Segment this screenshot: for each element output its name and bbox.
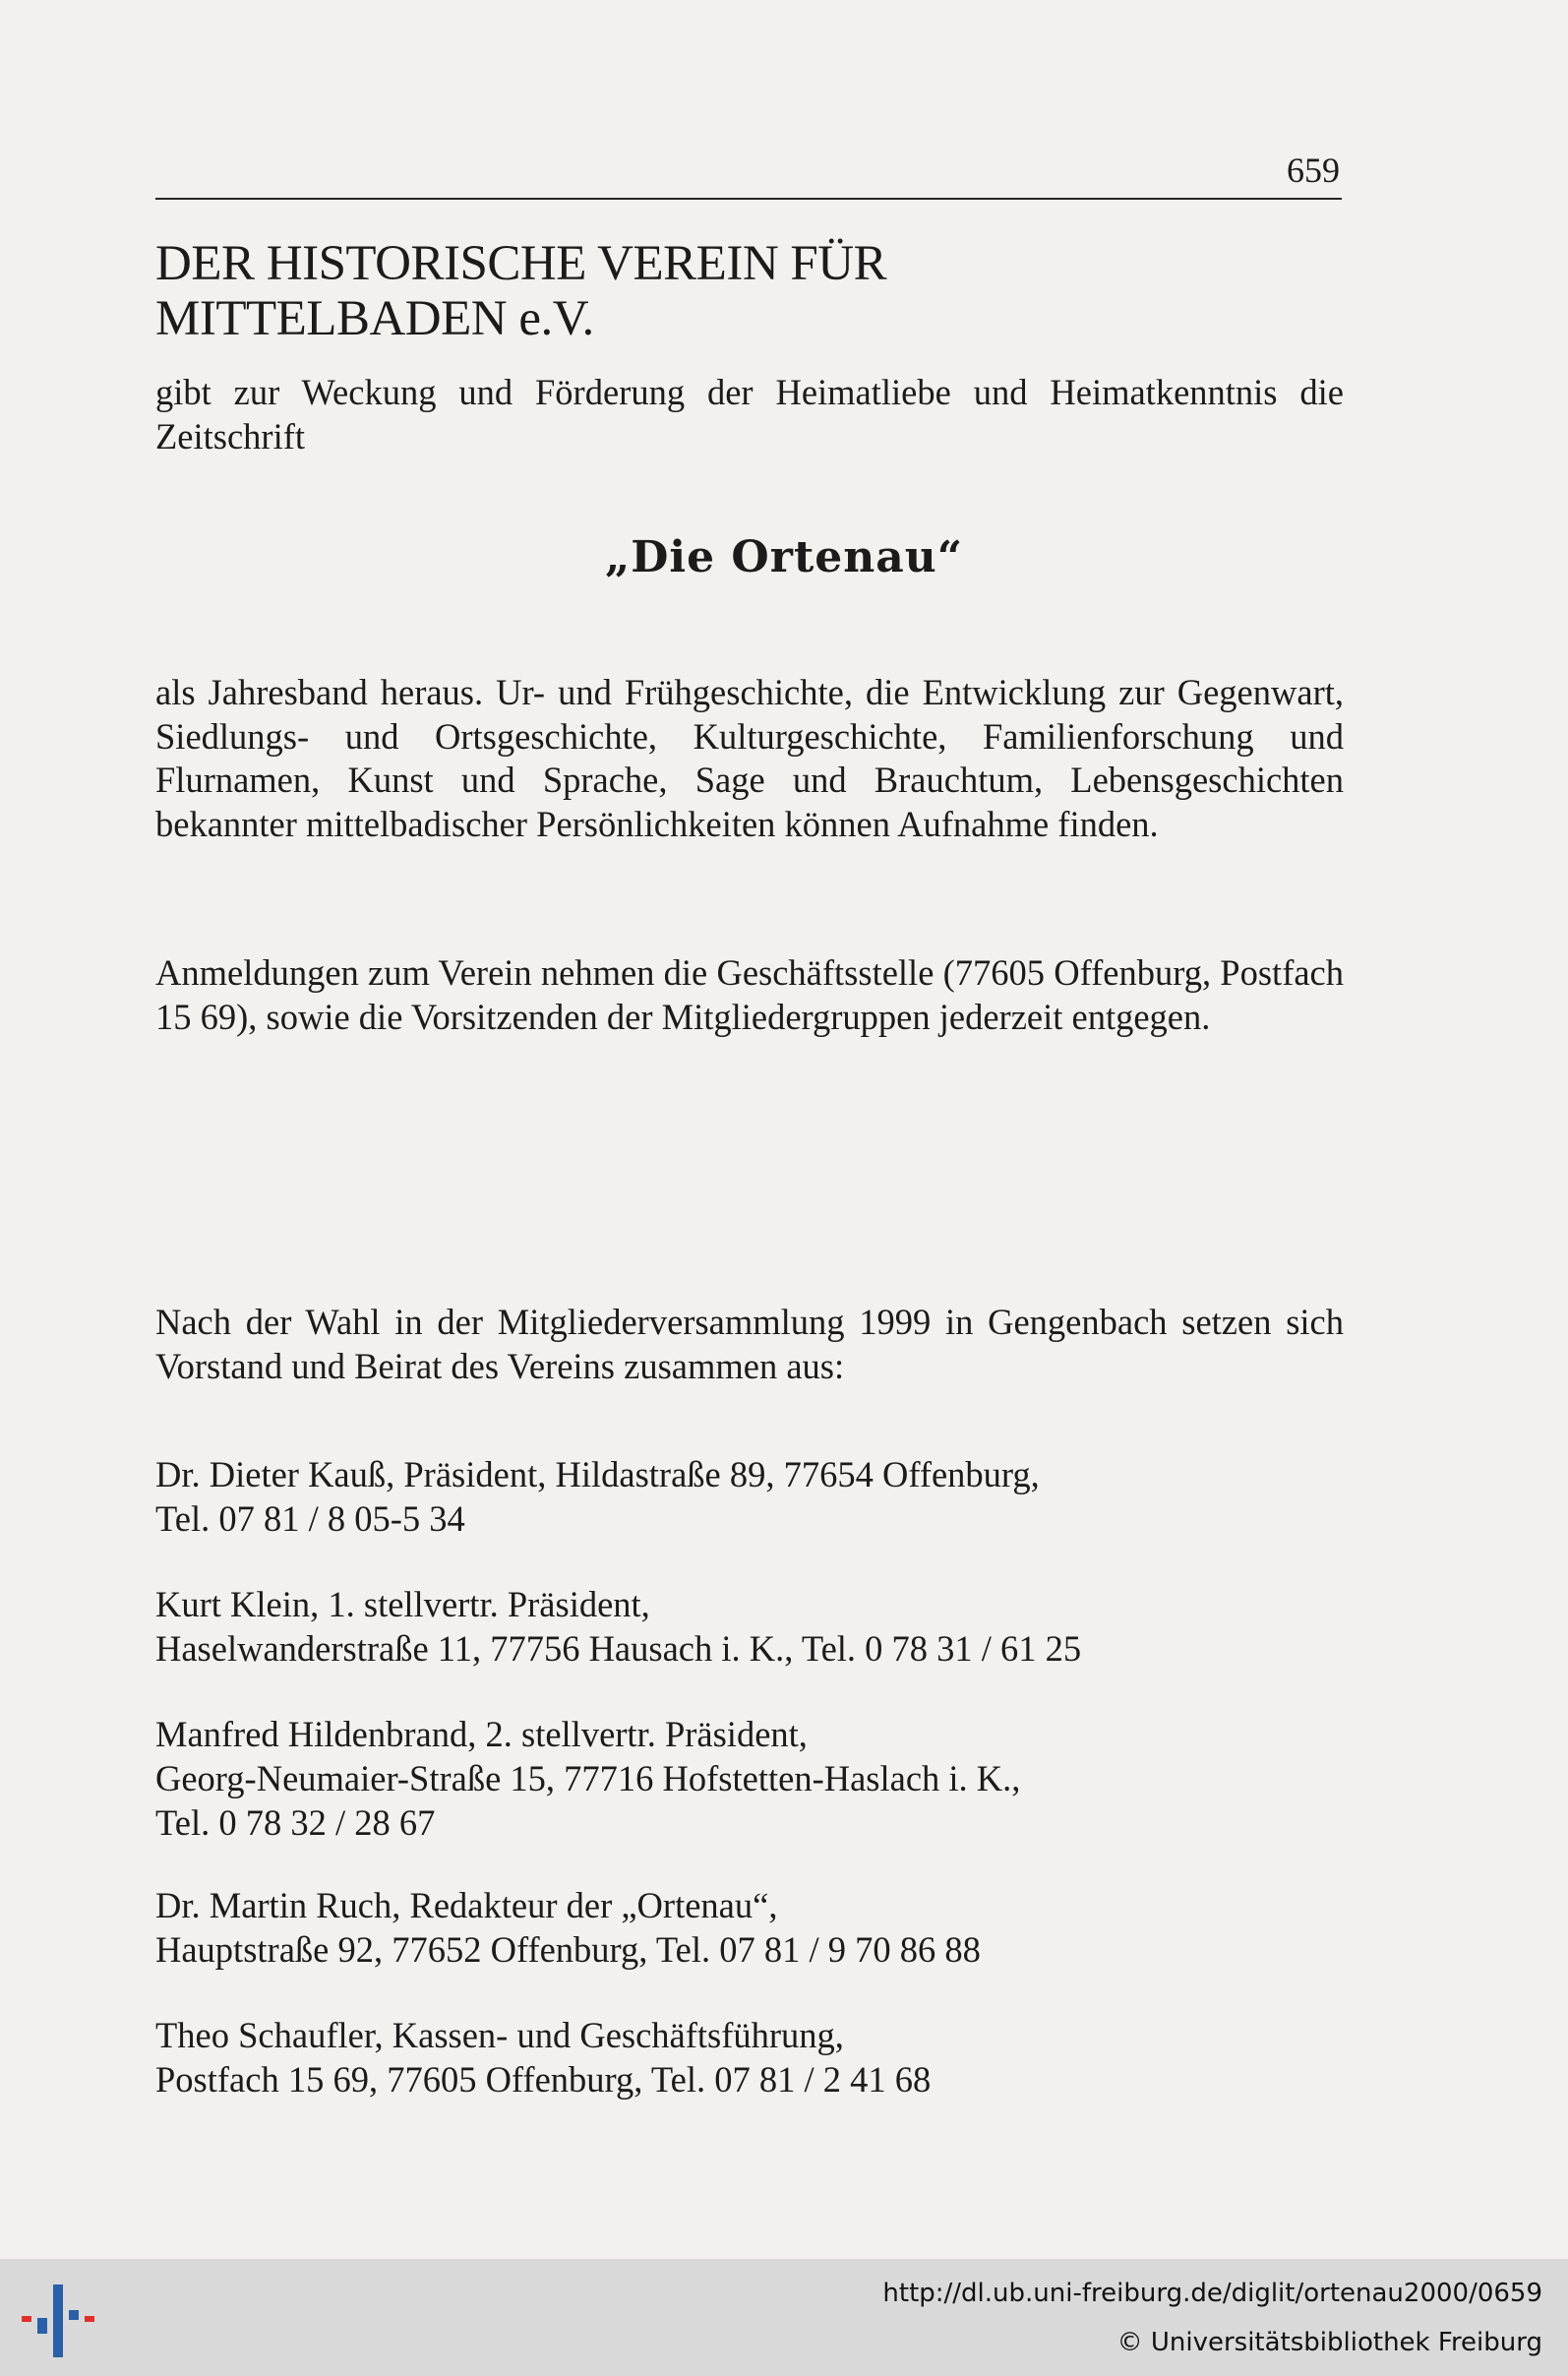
logo-mark bbox=[85, 2316, 94, 2322]
board-member-line: Tel. 07 81 / 8 05-5 34 bbox=[155, 1498, 465, 1539]
board-member-1 bbox=[155, 1452, 1344, 1541]
logo-mark bbox=[53, 2285, 63, 2357]
board-member-5 bbox=[155, 2013, 1344, 2102]
footer-bar bbox=[0, 2259, 1568, 2376]
journal-title: „Die Ortenau“ bbox=[604, 532, 964, 582]
logo-mark bbox=[22, 2316, 31, 2322]
source-url-link[interactable]: http://dl.ub.uni-freiburg.de/diglit/ortenau2000/0659 bbox=[882, 2279, 1542, 2308]
paragraph-topics: als Jahresband heraus. Ur- und Frühgeschichte, die Entwicklung zur Gegenwart, Siedlungs- und Ortsgeschichte, Kulturgeschichte, Familienforschung und Flurnamen, Kunst und Sprache, Sage und Brauchtum, Lebensgeschichten bekannter mittelbadischer Persönlichkeiten können Aufnahme finden. bbox=[155, 672, 1344, 844]
board-member-line: Manfred Hildenbrand, 2. stellvertr. Präsident, bbox=[155, 1714, 808, 1754]
copyright-notice: © Universitätsbibliothek Freiburg bbox=[1116, 2328, 1542, 2357]
board-member-line: Georg-Neumaier-Straße 15, 77716 Hofstetten-Haslach i. K., bbox=[155, 1758, 1021, 1798]
board-member-line: Postfach 15 69, 77605 Offenburg, Tel. 07 81 / 2 41 68 bbox=[155, 2059, 932, 2100]
board-member-line: Kurt Klein, 1. stellvertr. Präsident, bbox=[155, 1584, 650, 1624]
logo-mark bbox=[69, 2310, 79, 2320]
board-member-4 bbox=[155, 1883, 1344, 1972]
heading-line-1: DER HISTORISCHE VEREIN FÜR bbox=[155, 236, 887, 291]
heading-line-2: MITTELBADEN e.V. bbox=[155, 291, 594, 346]
board-member-line: Theo Schaufler, Kassen- und Geschäftsführung, bbox=[155, 2015, 844, 2055]
board-member-line: Dr. Dieter Kauß, Präsident, Hildastraße 89, 77654 Offenburg, bbox=[155, 1454, 1040, 1494]
paragraph-election: Nach der Wahl in der Mitgliederversammlung 1999 in Gengenbach setzen sich Vorstand und Beirat des Vereins zusammen aus: bbox=[155, 1302, 1344, 1386]
header-rule bbox=[155, 198, 1342, 200]
society-heading bbox=[155, 236, 1342, 346]
intro-text: gibt zur Weckung und Förderung der Heimatliebe und Heimatkenntnis die Zeitschrift bbox=[155, 372, 1344, 457]
paragraph-membership: Anmeldungen zum Verein nehmen die Geschäftsstelle (77605 Offenburg, Postfach 15 69), sowie die Vorsitzenden der Mitgliedergruppen jederzeit entgegen. bbox=[155, 952, 1344, 1037]
library-logo-icon bbox=[20, 2281, 98, 2359]
page-number: 659 bbox=[1287, 151, 1340, 190]
board-member-3 bbox=[155, 1712, 1344, 1845]
logo-mark bbox=[37, 2318, 47, 2334]
board-member-line: Tel. 0 78 32 / 28 67 bbox=[155, 1802, 436, 1843]
board-member-2 bbox=[155, 1582, 1344, 1671]
board-member-line: Dr. Martin Ruch, Redakteur der „Ortenau“, bbox=[155, 1885, 778, 1925]
board-member-line: Hauptstraße 92, 77652 Offenburg, Tel. 07 81 / 9 70 86 88 bbox=[155, 1929, 981, 1970]
board-member-line: Haselwanderstraße 11, 77756 Hausach i. K., Tel. 0 78 31 / 61 25 bbox=[155, 1628, 1082, 1669]
